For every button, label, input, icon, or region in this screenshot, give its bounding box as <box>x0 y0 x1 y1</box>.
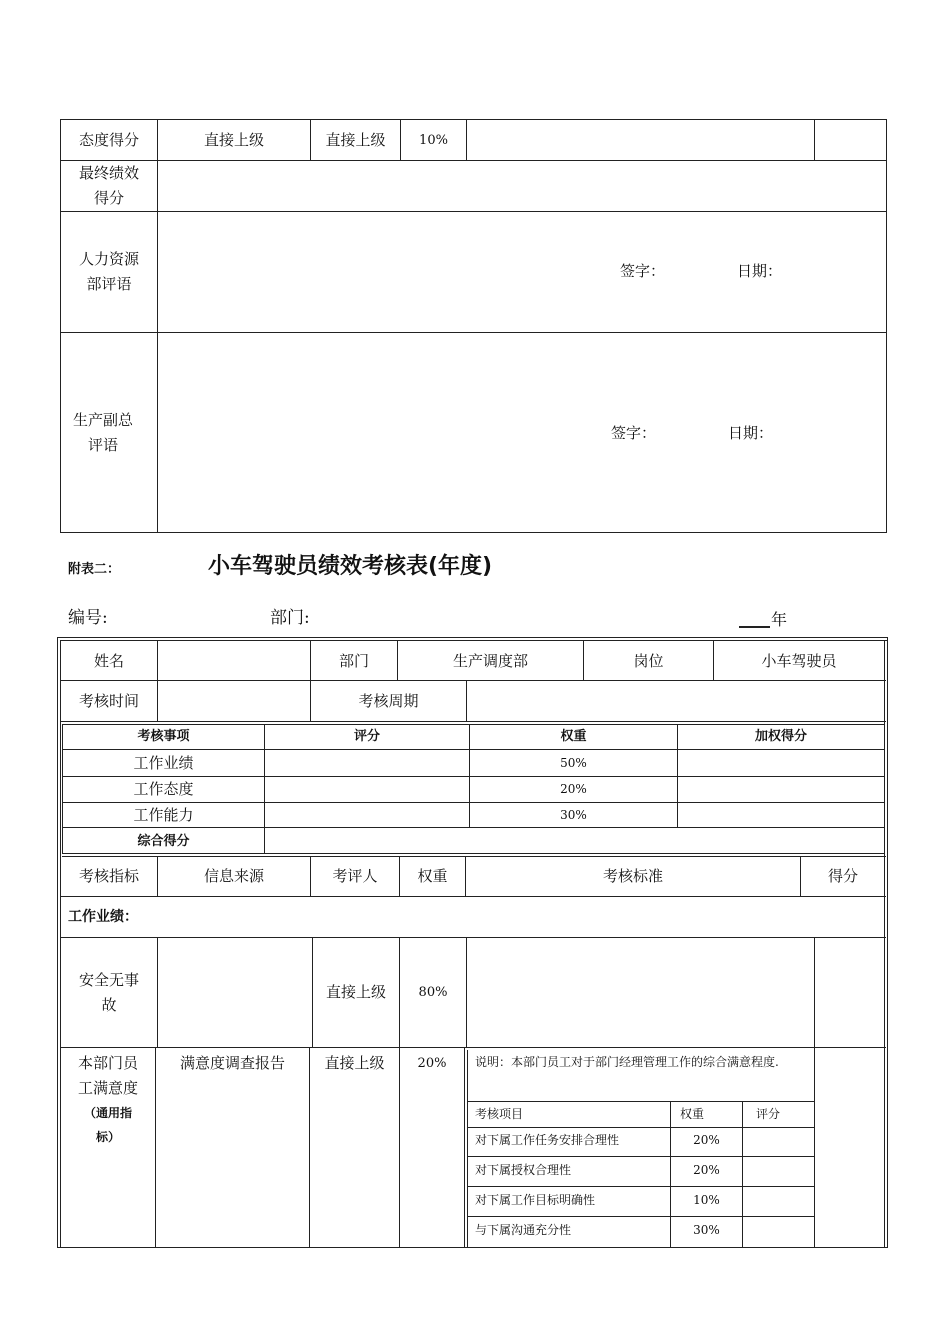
summary-header-weighted: 加权得分 <box>754 729 807 744</box>
satisfaction-source: 满意度调查报告 <box>179 1054 285 1072</box>
sub-row-item: 对下属工作目标明确性 <box>475 1193 596 1207</box>
satisfaction-label-line1: 本部门员 <box>77 1054 138 1072</box>
satisfaction-weight: 20% <box>417 1056 447 1071</box>
indicator-header: 信息来源 <box>203 867 264 885</box>
sub-row-item: 对下属授权合理性 <box>475 1163 572 1177</box>
dept-value: 生产调度部 <box>452 652 528 670</box>
safety-label: 安全无事故 <box>78 971 139 1014</box>
indicator-header: 考核指标 <box>78 867 139 885</box>
safety-weight: 80% <box>418 985 448 1000</box>
attitude-weight: 10% <box>419 133 448 148</box>
appendix-prefix: 附表二： <box>68 562 121 577</box>
summary-row-weight: 50% <box>560 756 587 770</box>
name-label: 姓名 <box>93 652 124 670</box>
summary-row-weight: 30% <box>560 808 587 822</box>
attitude-score-label: 态度得分 <box>78 131 139 149</box>
sub-header-weight: 权重 <box>680 1107 705 1121</box>
appendix-title: 小车驾驶员绩效考核表(年度) <box>208 554 493 579</box>
safety-rater: 直接上级 <box>325 983 386 1001</box>
dept-label: 部门 <box>338 652 369 670</box>
time-label: 考核时间 <box>78 692 139 710</box>
indicator-header: 考评人 <box>332 867 378 885</box>
post-value: 小车驾驶员 <box>761 652 837 670</box>
year-label: 年 <box>771 610 788 629</box>
satisfaction-description: 说明：本部门员工对于部门经理管理工作的综合满意程度. <box>475 1055 779 1069</box>
satisfaction-rater: 直接上级 <box>324 1054 385 1072</box>
summary-row-item: 工作态度 <box>133 780 194 798</box>
sub-row-item: 与下属沟通充分性 <box>475 1223 572 1237</box>
indicator-header: 得分 <box>827 867 858 885</box>
post-label: 岗位 <box>633 652 664 670</box>
sub-row-weight: 10% <box>693 1193 720 1207</box>
year-blank <box>739 626 770 628</box>
attitude-rater: 直接上级 <box>325 131 386 149</box>
summary-row-weight: 20% <box>560 782 587 796</box>
summary-header-score: 评分 <box>353 729 380 744</box>
sub-row-weight: 30% <box>693 1223 720 1237</box>
indicator-header: 考核标准 <box>602 867 663 885</box>
vp-date-label: 日期： <box>728 424 774 442</box>
period-label: 考核周期 <box>358 692 419 710</box>
summary-header-weight: 权重 <box>560 729 587 744</box>
summary-row-item: 工作能力 <box>133 806 194 824</box>
sub-row-weight: 20% <box>693 1163 720 1177</box>
hr-comment-label: 人力资源部评语 <box>78 250 139 293</box>
sub-header-score: 评分 <box>756 1107 781 1121</box>
indicator-header: 权重 <box>417 867 448 885</box>
dept-meta-label: 部门: <box>270 608 310 628</box>
summary-row-item: 工作业绩 <box>133 754 194 772</box>
total-score-label: 综合得分 <box>137 834 190 849</box>
sub-row-item: 对下属工作任务安排合理性 <box>475 1133 620 1147</box>
satisfaction-note: （通用指标） <box>83 1106 132 1144</box>
final-score-label: 最终绩效得分 <box>78 164 139 207</box>
number-label: 编号: <box>68 608 108 628</box>
sub-header-item: 考核项目 <box>475 1107 524 1121</box>
vp-comment-label: 生产副总评语 <box>72 411 133 454</box>
attitude-source: 直接上级 <box>203 131 264 149</box>
sub-row-weight: 20% <box>693 1133 720 1147</box>
summary-header-item: 考核事项 <box>137 729 190 744</box>
vp-sign-label: 签字： <box>611 424 657 442</box>
satisfaction-label-line2: 工满意度 <box>77 1079 138 1097</box>
section-work-performance: 工作业绩： <box>68 909 138 925</box>
hr-sign-label: 签字： <box>620 262 666 280</box>
hr-date-label: 日期： <box>737 262 783 280</box>
